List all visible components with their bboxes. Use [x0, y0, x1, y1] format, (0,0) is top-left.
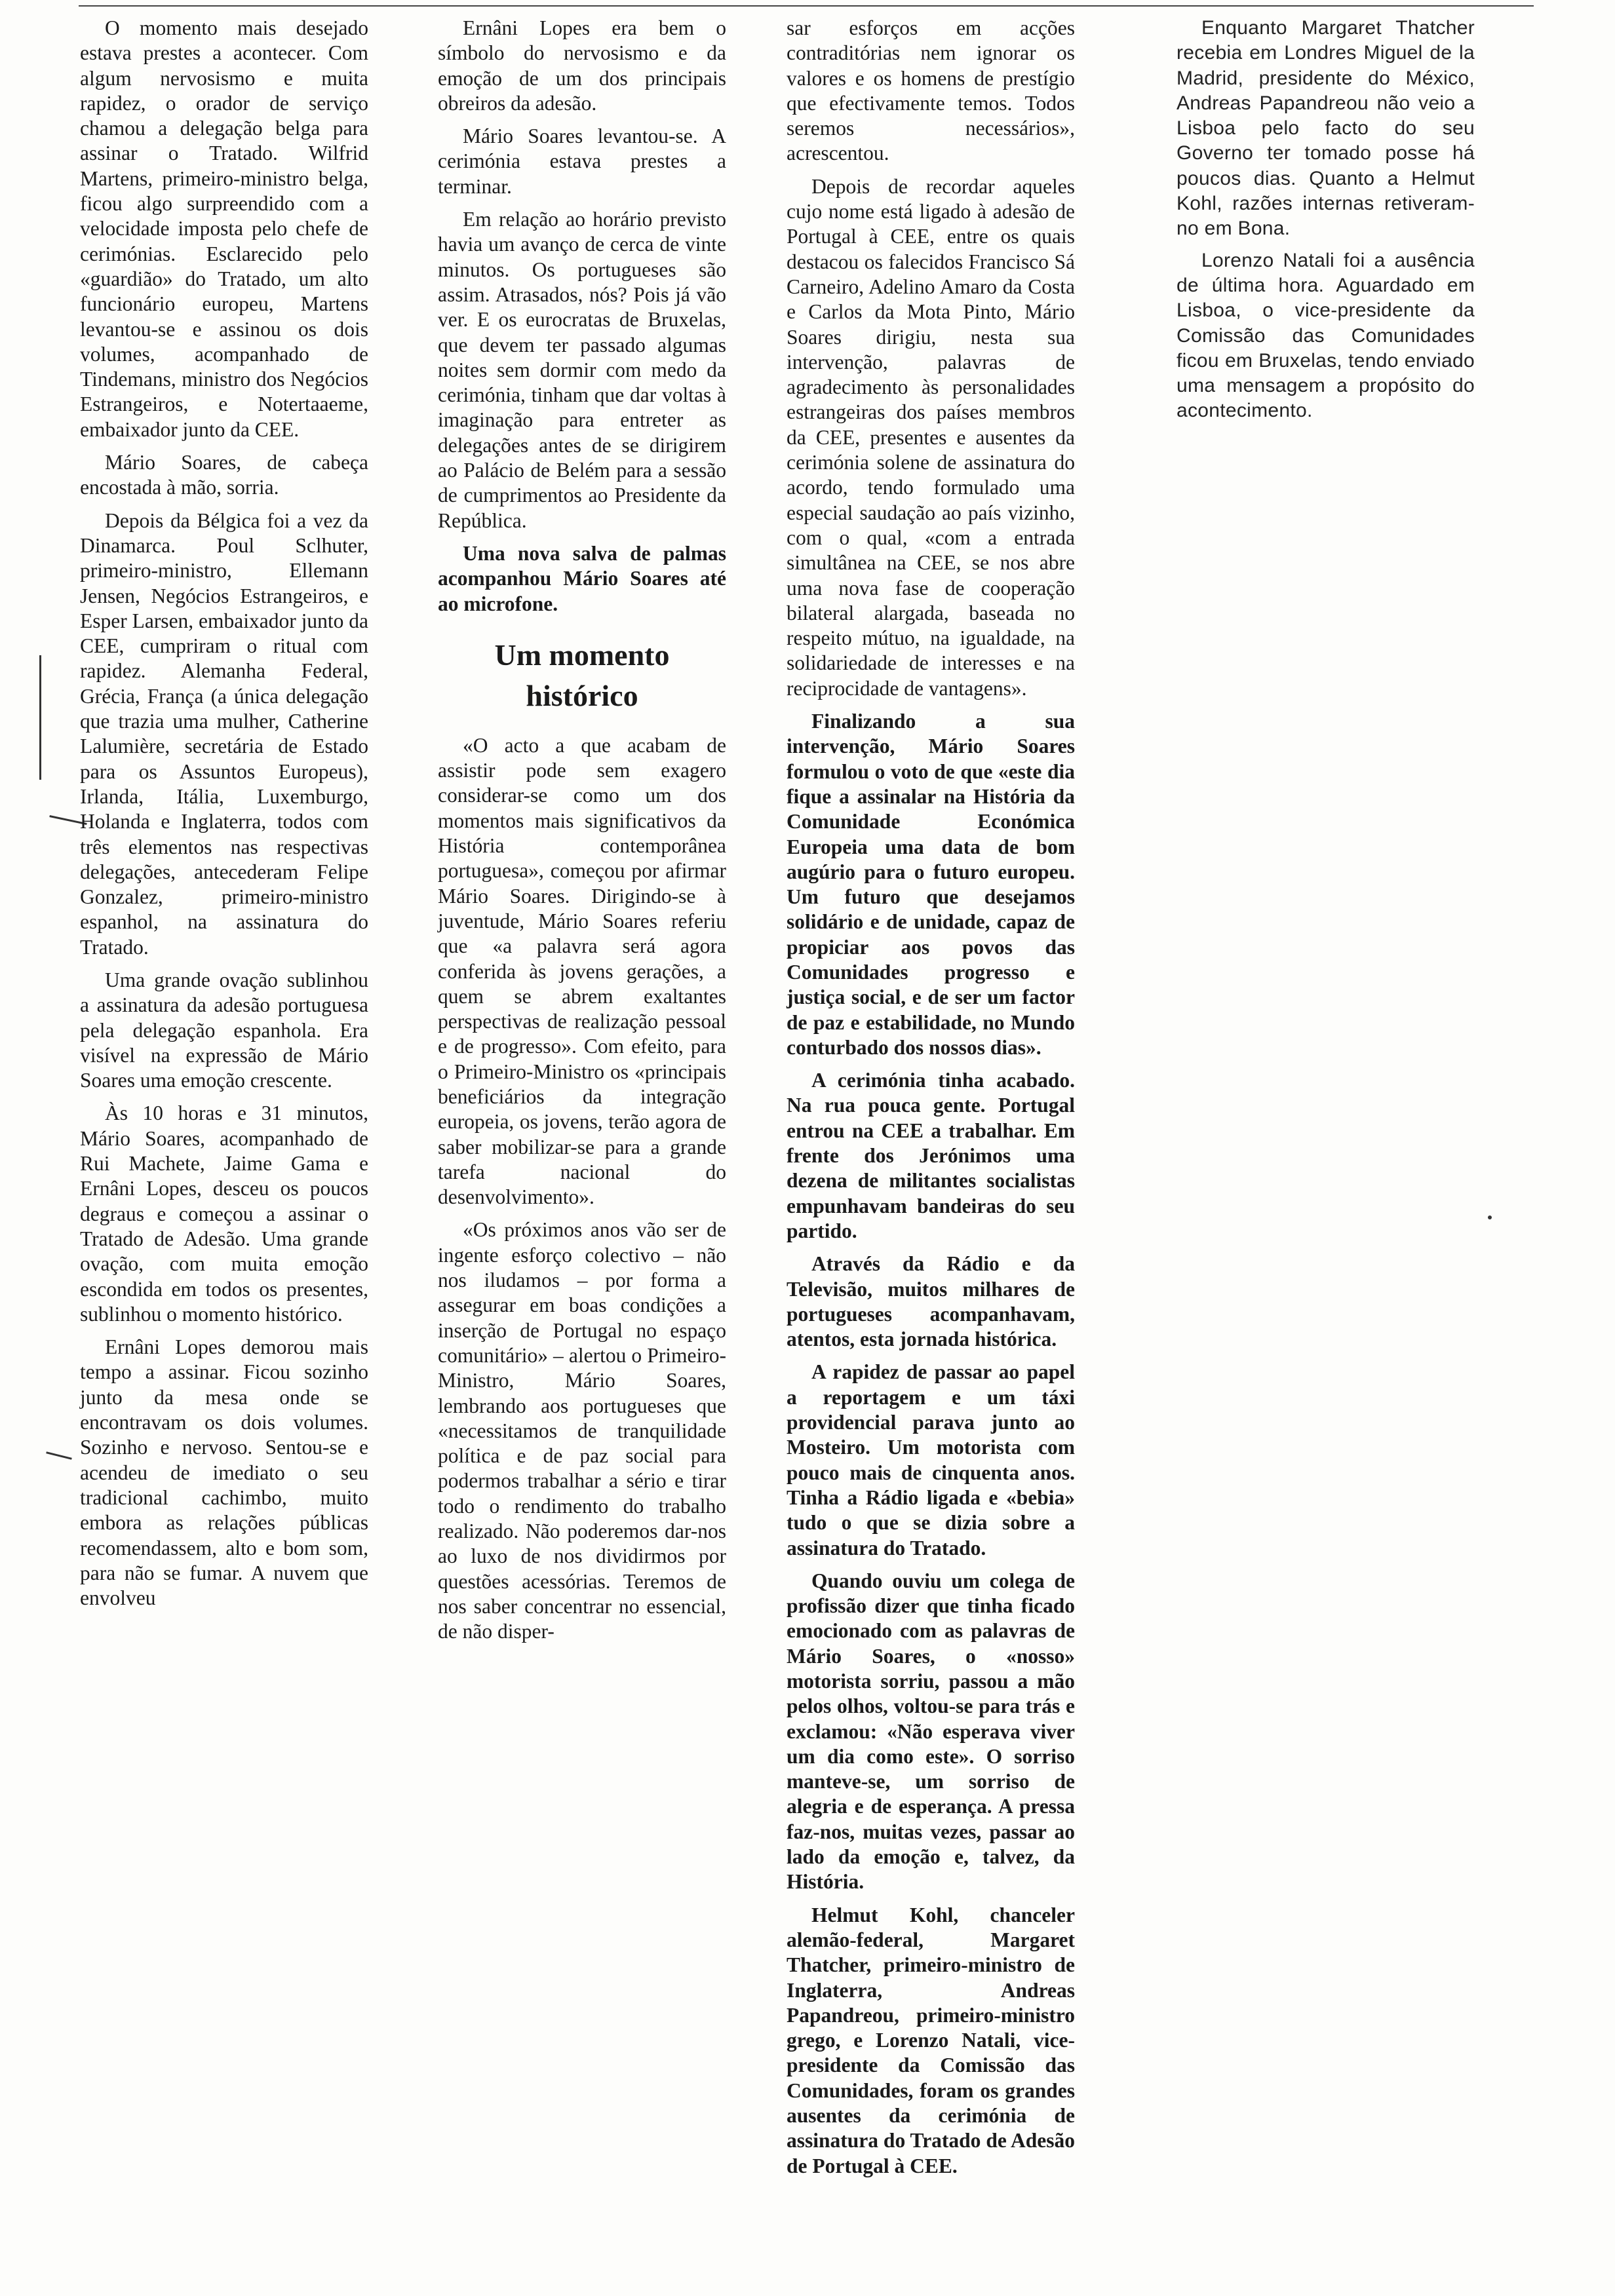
- section-heading-line-2: histórico: [526, 678, 638, 712]
- paragraph: sar esforços em acções contraditórias nem ignorar os valores e os homens de prestígio que efectivamente temos. Todos seremos necessários», acrescentou.: [787, 16, 1075, 165]
- paragraph: «O acto a que acabam de assistir pode sem exagero considerar-se como um dos momentos mais significativos da História contemporânea portuguesa», começou por afirmar Mário Soares. Dirigindo-se à juventude, Mário Soares referiu que «a palavra será agora conferida às jovens gerações, a quem se abrem exaltantes perspectivas de realização pessoal e de progresso». Com efeito, para o Primeiro-Ministro os «principais beneficiários da integração europeia, os jovens, terão agora de saber mobilizar-se para a grande tarefa nacional do desenvolvimento».: [438, 733, 726, 1209]
- margin-pen-mark: [46, 1451, 72, 1460]
- paragraph: Mário Soares levantou-se. A cerimónia estava prestes a terminar.: [438, 124, 726, 198]
- paragraph: Depois da Bélgica foi a vez da Dinamarca. Poul Sclhuter, primeiro-ministro, Ellemann Jensen, Negócios Estrangeiros, e Esper Larsen, embaixador junto da CEE, cumpriram o ritual com rapidez. Alemanha Federal, Grécia, França (a única delegação que trazia uma mulher, Catherine Lalumière, secretária de Estado para os Assuntos Europeus), Irlanda, Itália, Luxemburgo, Holanda e Inglaterra, todos com três elementos nas respectivas delegações, antecederam Felipe Gonzalez, primeiro-ministro espanhol, na assinatura do Tratado.: [80, 508, 368, 959]
- paragraph: A rapidez de passar ao papel a reportagem e um táxi providencial parava junto ao Mosteiro. Um motorista com pouco mais de cinquenta anos. Tinha a Rádio ligada e «bebia» tudo o que se dizia sobre a assinatura do Tratado.: [787, 1360, 1075, 1559]
- paragraph: Uma nova salva de palmas acompanhou Mário Soares até ao microfone.: [438, 541, 726, 615]
- paragraph: Ernâni Lopes era bem o símbolo do nervosismo e da emoção de um dos principais obreiros da adesão.: [438, 16, 726, 115]
- section-heading: [438, 635, 726, 716]
- paragraph: O momento mais desejado estava prestes a acontecer. Com algum nervosismo e muita rapidez, o orador de serviço chamou a delegação belga para assinar o Tratado. Wilfrid Martens, primeiro-ministro belga, ficou algo surpreendido com a velocidade imposta pelo chefe de cerimónias. Esclarecido pelo «guardião» do Tratado, um alto funcionário europeu, Martens levantou-se e assinou os dois volumes, acompanhado de Tindemans, ministro dos Negócios Estrangeiros, e Notertaaeme, embaixador junto da CEE.: [80, 16, 368, 441]
- paragraph: Em relação ao horário previsto havia um avanço de cerca de vinte minutos. Os portugueses são assim. Atrasados, nós? Pois já vão ver. E os eurocratas de Bruxelas, que devem ter passado algumas noites sem dormir com medo da cerimónia, tinham que dar voltas à imaginação para entreter as delegações antes de se dirigirem ao Palácio de Belém para a sessão de cumprimentos ao Presidente da República.: [438, 208, 726, 532]
- article-column-2: [438, 16, 726, 1653]
- paragraph: Mário Soares, de cabeça encostada à mão, sorria.: [80, 451, 368, 499]
- paragraph: Às 10 horas e 31 minutos, Mário Soares, acompanhado de Rui Machete, Jaime Gama e Ernâni Lopes, desceu os poucos degraus e começou a assinar o Tratado de Adesão. Uma grande ovação, com muita emoção escondida em todos os presentes, sublinhou o momento histórico.: [80, 1101, 368, 1326]
- top-rule: [79, 5, 1534, 7]
- article-column-3: [787, 16, 1075, 2187]
- paragraph: Quando ouviu um colega de profissão dizer que tinha ficado emocionado com as palavras de Mário Soares, o «nosso» motorista sorriu, passou a mão pelos olhos, voltou-se para trás e exclamou: «Não esperava viver um dia como este». O sorriso manteve-se, um sorriso de alegria e de esperança. A pressa faz-nos, muitas vezes, passar ao lado da emoção e, talvez, da História.: [787, 1569, 1075, 1894]
- paragraph: A cerimónia tinha acabado. Na rua pouca gente. Portugal entrou na CEE a trabalhar. Em frente dos Jerónimos uma dezena de militantes socialistas empunhavam bandeiras do seu partido.: [787, 1069, 1075, 1242]
- paragraph: «Os próximos anos vão ser de ingente esforço colectivo – não nos iludamos – por forma a assegurar em boas condições a inserção de Portugal no espaço comunitário» – alertou o Primeiro-Ministro, Mário Soares, lembrando aos portugueses que «necessitamos de tranquilidade política e de paz social para podermos trabalhar a sério e tirar todo o rendimento do trabalho realizado. Não poderemos dar-nos ao luxo de nos dividirmos por questões acessórias. Teremos de nos saber concentrar no essencial, de não disper-: [438, 1218, 726, 1643]
- paragraph: Através da Rádio e da Televisão, muitos milhares de portugueses acompanhavam, atentos, esta jornada histórica.: [787, 1252, 1075, 1351]
- paragraph: Uma grande ovação sublinhou a assinatura da adesão portuguesa pela delegação espanhola. Era visível na expressão de Mário Soares uma emoção crescente.: [80, 968, 368, 1092]
- paragraph: Ernâni Lopes demorou mais tempo a assinar. Ficou sozinho junto da mesa onde se encontravam os dois volumes. Sozinho e nervoso. Sentou-se e acendeu de imediato o seu tradicional cachimbo, muito embora as relações públicas recomendassem, alto e bom som, para não se fumar. A nuvem que envolveu: [80, 1335, 368, 1610]
- article-column-1: [80, 16, 368, 1618]
- margin-pen-mark: [39, 655, 41, 780]
- paragraph: Helmut Kohl, chanceler alemão-federal, Margaret Thatcher, primeiro-ministro de Inglaterra, Andreas Papandreou, primeiro-ministro grego, e Lorenzo Natali, vice-presidente da Comissão das Comunidades, foram os grandes ausentes da cerimónia de assinatura do Tratado de Adesão de Portugal à CEE.: [787, 1903, 1075, 2177]
- article-column-4: [1177, 16, 1475, 430]
- paragraph: Depois de recordar aqueles cujo nome está ligado à adesão de Portugal à CEE, entre os quais destacou os falecidos Francisco Sá Carneiro, Adelino Amaro da Costa e Carlos da Mota Pinto, Mário Soares dirigiu, nesta sua intervenção, palavras de agradecimento às personalidades estrangeiras dos países membros da CEE, presentes e ausentes da cerimónia solene de assinatura do acordo, tendo formulado uma especial saudação ao país vizinho, com o qual, «com a entrada simultânea na CEE, se nos abre uma nova fase de cooperação bilateral alargada, baseada no respeito mútuo, na igualdade, na solidariedade de interesses e na reciprocidade de vantagens».: [787, 174, 1075, 700]
- paragraph: Enquanto Margaret Thatcher recebia em Londres Miguel de la Madrid, presidente do México, Andreas Papandreou não veio a Lisboa pelo facto do seu Governo ter tomado posse há poucos dias. Quanto a Helmut Kohl, razões internas retiveram-no em Bona.: [1177, 17, 1475, 240]
- paragraph: Lorenzo Natali foi a ausência de última hora. Aguardado em Lisboa, o vice-presidente da Comissão das Comunidades ficou em Bruxelas, tendo enviado uma mensagem a propósito do acontecimento.: [1177, 249, 1475, 422]
- paragraph: Finalizando a sua intervenção, Mário Soares formulou o voto de que «este dia fique a assinalar na História da Comunidade Económica Europeia uma data de bom augúrio para o futuro europeu. Um futuro que desejamos solidário e de unidade, capaz de propiciar aos povos das Comunidades progresso e justiça social, e de ser um factor de paz e estabilidade, no Mundo conturbado dos nossos dias».: [787, 710, 1075, 1059]
- section-heading-line-1: Um momento: [494, 638, 670, 672]
- ink-speck: [1488, 1215, 1492, 1219]
